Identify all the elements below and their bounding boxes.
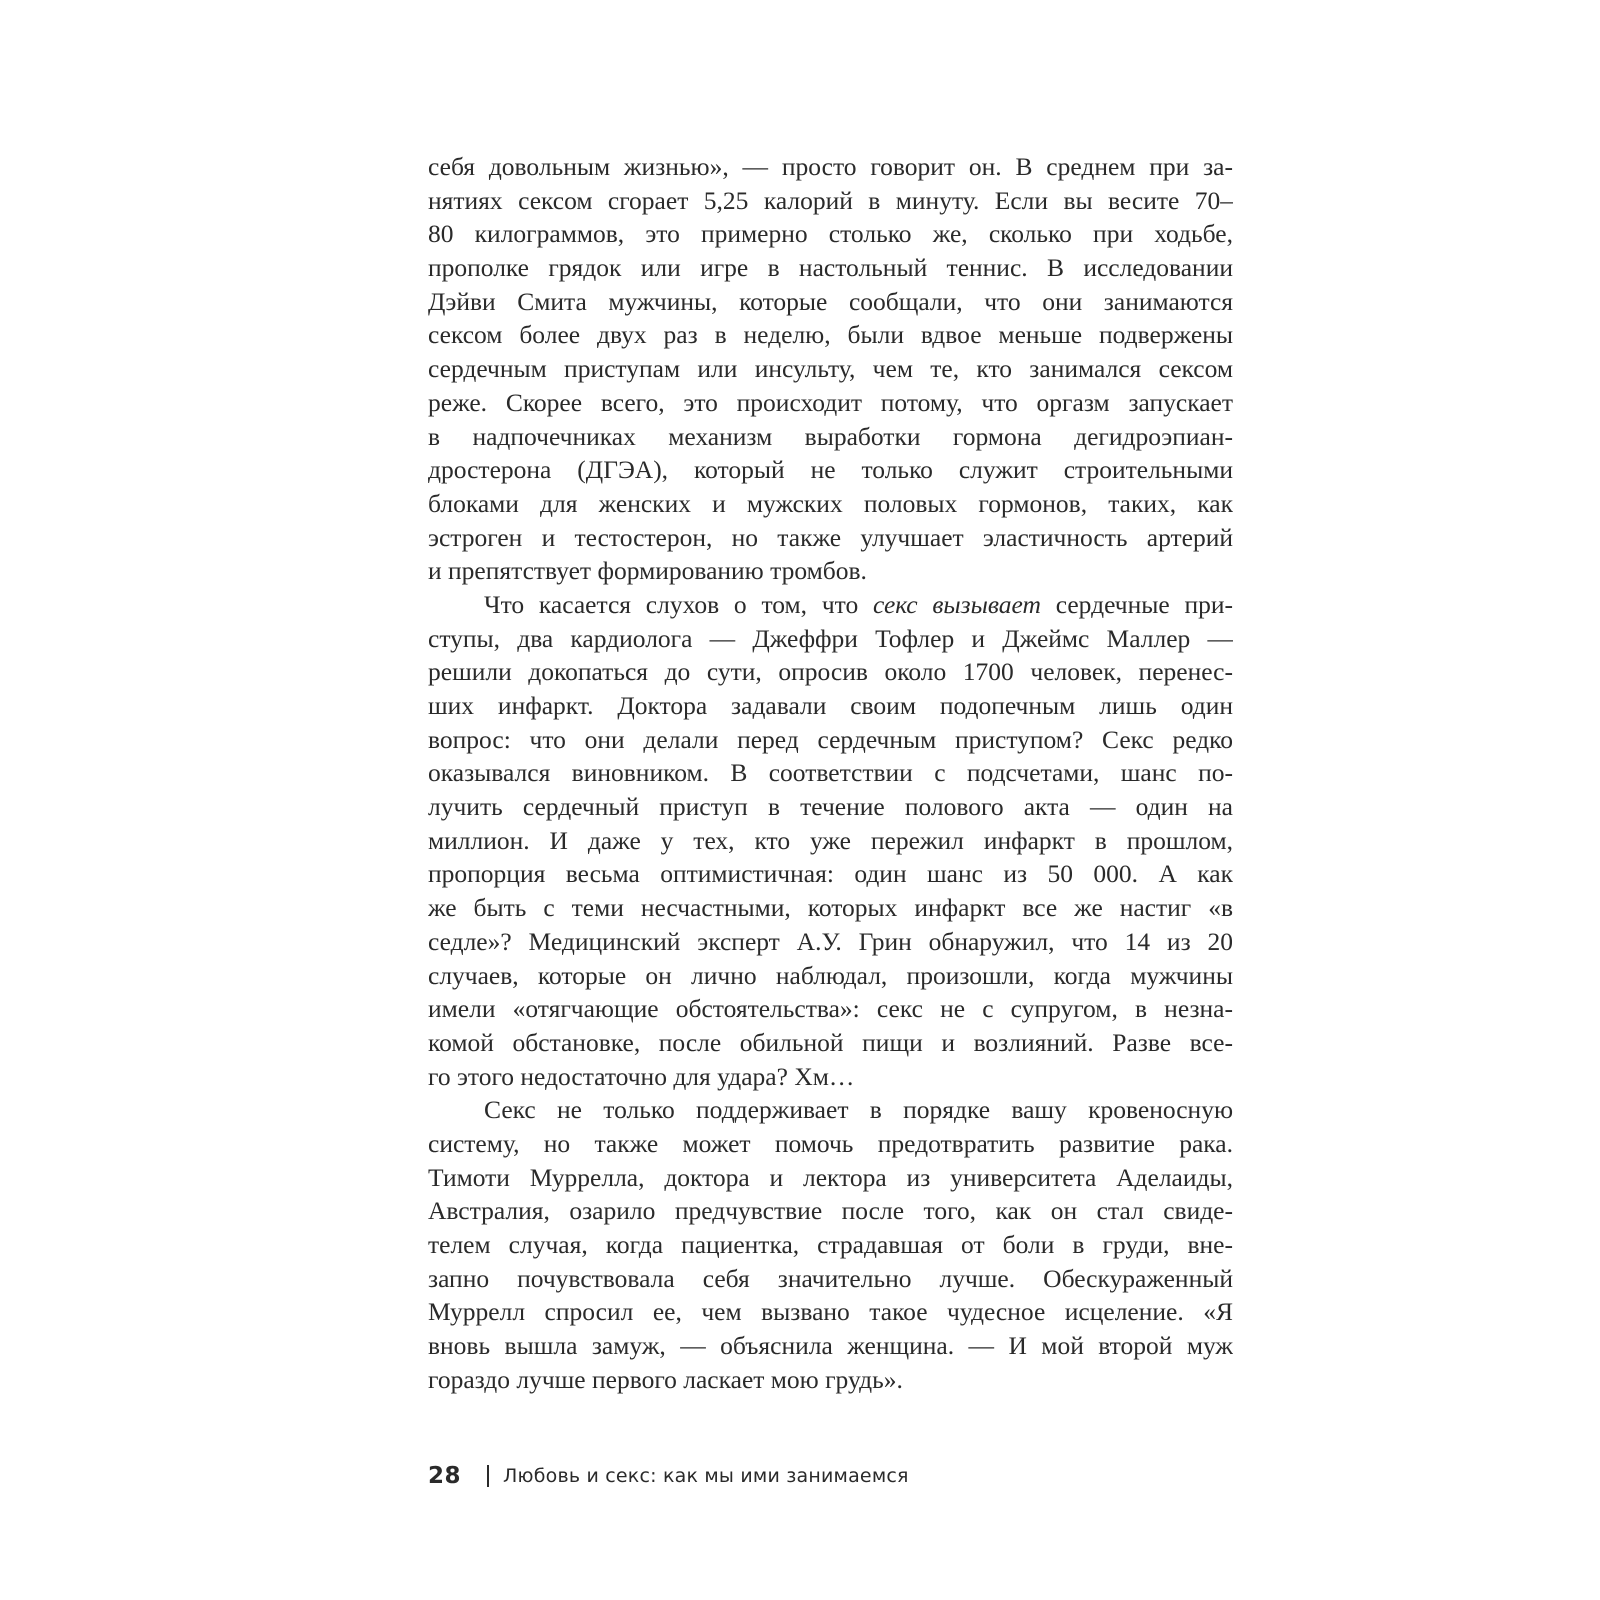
- paragraph-first-line: [428, 588, 1233, 622]
- text-line: миллион. И даже у тех, кто уже пережил инфаркт в прошлом,: [428, 825, 1233, 855]
- text-line: седле»? Медицинский эксперт А.У. Грин обнаружил, что 14 из 20: [428, 926, 1233, 956]
- text-line: Муррелл спросил ее, чем вызвано такое чудесное исцеление. «Я: [428, 1297, 1233, 1327]
- text-line: комой обстановке, после обильной пищи и возлияний. Разве все-: [428, 1027, 1233, 1057]
- text-line: эстроген и тестостерон, но также улучшает эластичность артерий: [428, 522, 1233, 552]
- text-line: в надпочечниках механизм выработки гормона дегидроэпиан-: [428, 421, 1233, 451]
- page-number: 28: [428, 1463, 462, 1489]
- text-line: запно почувствовала себя значительно лучше. Обескураженный: [428, 1263, 1233, 1293]
- page-footer: [428, 1456, 909, 1496]
- text-line: оказывался виновником. В соответствии с подсчетами, шанс по-: [428, 758, 1233, 788]
- italic-emphasis: секс вызывает: [872, 589, 1041, 619]
- text-line: гораздо лучше первого ласкает мою грудь».: [428, 1364, 903, 1394]
- text-line: вопрос: что они делали перед сердечным приступом? Секс редко: [428, 724, 1233, 754]
- text-line: пропорция весьма оптимистичная: один шанс из 50 000. А как: [428, 859, 1233, 889]
- text-line: сердечным приступам или инсульту, чем те, кто занимался сексом: [428, 354, 1233, 384]
- text-line: и препятствует формированию тромбов.: [428, 556, 867, 586]
- text-line: случаев, которые он лично наблюдал, произошли, когда мужчины: [428, 960, 1233, 990]
- text-line: лучить сердечный приступ в течение полового акта — один на: [428, 792, 1233, 822]
- text-line: телем случая, когда пациентка, страдавшая от боли в груди, вне-: [428, 1230, 1233, 1259]
- body-text: [428, 150, 1233, 1396]
- text-line: имели «отягчающие обстоятельства»: секс не с супругом, в незна-: [428, 994, 1233, 1024]
- text-run: сердечные при-: [1040, 589, 1233, 619]
- running-title: Любовь и секс: как мы ими занимаемся: [503, 1465, 909, 1487]
- text-line: 80 килограммов, это примерно столько же, сколько при ходьбе,: [428, 219, 1233, 249]
- text-line: вновь вышла замуж, — объяснила женщина. — И мой второй муж: [428, 1331, 1233, 1361]
- paragraph-first-line: Секс не только поддерживает в порядке вашу кровеносную: [484, 1095, 1233, 1125]
- text-line: дростерона (ДГЭА), который не только служит строительными: [428, 455, 1233, 485]
- text-line: прополке грядок или игре в настольный теннис. В исследовании: [428, 253, 1233, 283]
- text-line: ступы, два кардиолога — Джеффри Тофлер и Джеймс Маллер —: [428, 623, 1233, 653]
- text-line: Дэйви Смита мужчины, которые сообщали, что они занимаются: [428, 286, 1233, 316]
- text-line: ших инфаркт. Доктора задавали своим подопечным лишь один: [428, 691, 1233, 720]
- text-line: сексом более двух раз в неделю, были вдвое меньше подвержены: [428, 320, 1233, 350]
- text-line: систему, но также может помочь предотвратить развитие рака.: [428, 1128, 1233, 1158]
- text-line: го этого недостаточно для удара? Хм…: [428, 1061, 855, 1091]
- text-run: Что касается слухов о том, что: [484, 589, 873, 619]
- text-line: нятиях сексом сгорает 5,25 калорий в минуту. Если вы весите 70–: [428, 185, 1233, 215]
- text-line: же быть с теми несчастными, которых инфаркт все же настиг «в: [428, 893, 1233, 923]
- text-line: себя довольным жизнью», — просто говорит он. В среднем при за-: [428, 152, 1233, 181]
- text-line: решили докопаться до сути, опросив около 1700 человек, перенес-: [428, 657, 1233, 687]
- text-line: реже. Скорее всего, это происходит потому, что оргазм запускает: [428, 387, 1233, 417]
- text-line: Австралия, озарило предчувствие после того, как он стал свиде-: [428, 1196, 1233, 1226]
- text-line: Тимоти Муррелла, доктора и лектора из университета Аделаиды,: [428, 1162, 1233, 1192]
- footer-divider: [487, 1465, 489, 1487]
- text-line: блоками для женских и мужских половых гормонов, таких, как: [428, 488, 1233, 518]
